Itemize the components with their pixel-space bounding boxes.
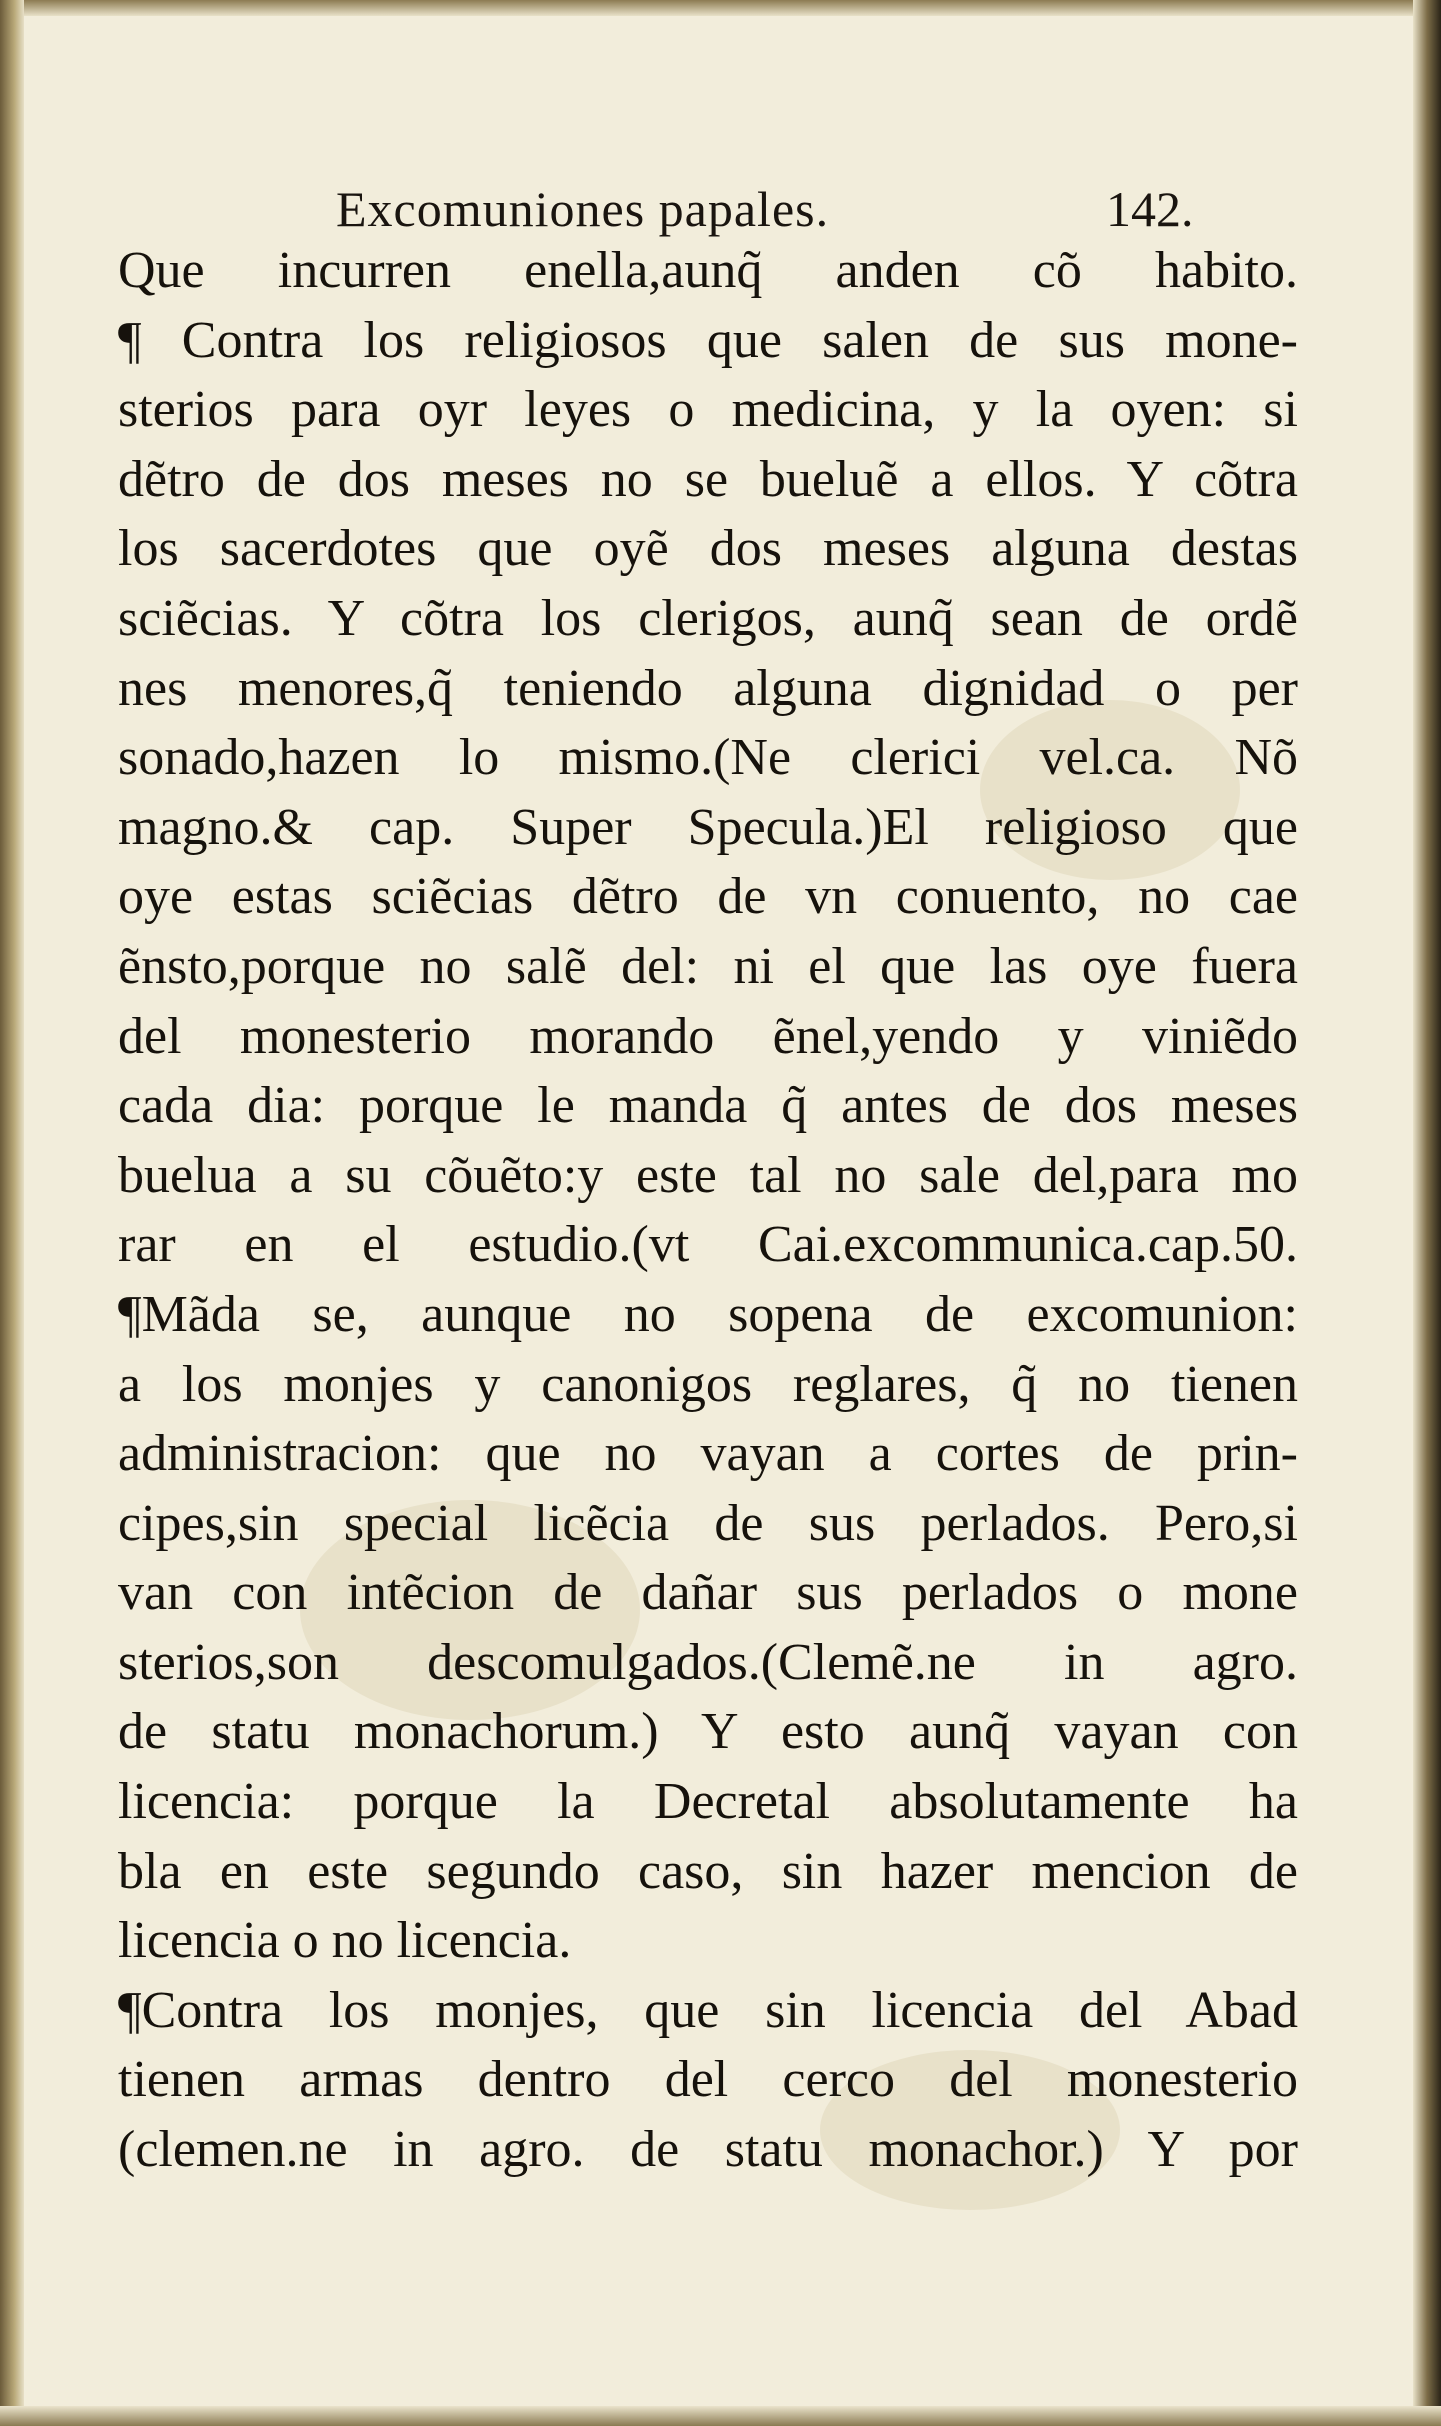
running-title: Excomuniones papales. — [336, 181, 830, 237]
text-line: buelua a su cõuẽto:y este tal no sale del,para mo — [118, 1146, 1298, 1204]
text-line: (clemen.ne in agro. de statu monachor.) Y por — [118, 2121, 1298, 2179]
text-line: cipes,sin special licẽcia de sus perlados. Pero,si — [118, 1494, 1298, 1552]
text-line: a los monjes y canonigos reglares, q̃ no tienen — [118, 1355, 1298, 1413]
text-line: ¶Mãda se, aunque no sopena de excomunion: — [118, 1285, 1298, 1343]
text-line: licencia: porque la Decretal absolutamente ha — [118, 1773, 1298, 1831]
text-line: del monesterio morando ẽnel,yendo y viniẽdo — [118, 1007, 1298, 1065]
text-line: van con intẽcion de dañar sus perlados o mone — [118, 1564, 1298, 1622]
page-edge-left — [0, 0, 24, 2426]
text-line: sciẽcias. Y cõtra los clerigos, aunq̃ sean de ordẽ — [118, 589, 1298, 647]
text-line: licencia o no licencia. — [118, 1912, 572, 1970]
text-line: cada dia: porque le manda q̃ antes de dos meses — [118, 1077, 1298, 1135]
page-edge-right — [1413, 0, 1441, 2426]
text-line: tienen armas dentro del cerco del monesterio — [118, 2051, 1298, 2109]
body-text — [118, 236, 1298, 2185]
text-line: dẽtro de dos meses no se bueluẽ a ellos. Y cõtra — [118, 450, 1298, 508]
text-line: administracion: que no vayan a cortes de prin- — [118, 1425, 1298, 1483]
text-line: rar en el estudio.(vt Cai.excommunica.cap.50. — [118, 1216, 1298, 1274]
text-line: ẽnsto,porque no salẽ del: ni el que las oye fuera — [118, 937, 1298, 995]
text-line: bla en este segundo caso, sin hazer mencion de — [118, 1842, 1298, 1900]
text-line: sterios para oyr leyes o medicina, y la oyen: si — [118, 381, 1298, 439]
text-line: magno.& cap. Super Specula.)El religioso que — [118, 798, 1298, 856]
text-line: sonado,hazen lo mismo.(Ne clerici vel.ca. Nõ — [118, 729, 1298, 787]
text-line: los sacerdotes que oyẽ dos meses alguna destas — [118, 520, 1298, 578]
text-line: Que incurren enella,aunq̃ anden cõ habito. — [118, 242, 1298, 299]
text-line: oye estas sciẽcias dẽtro de vn conuento, no cae — [118, 868, 1298, 926]
text-line: sterios,son descomulgados.(Clemẽ.ne in agro. — [118, 1633, 1298, 1691]
text-line: ¶ Contra los religiosos que salen de sus mone- — [118, 311, 1298, 369]
page-edge-top — [0, 0, 1441, 16]
page-number: 142. — [1106, 181, 1194, 237]
text-line: de statu monachorum.) Y esto aunq̃ vayan con — [118, 1703, 1298, 1761]
page-edge-bottom — [0, 2406, 1441, 2426]
text-line: ¶Contra los monjes, que sin licencia del Abad — [118, 1981, 1298, 2039]
text-line: nes menores,q̃ teniendo alguna dignidad o per — [118, 659, 1298, 717]
